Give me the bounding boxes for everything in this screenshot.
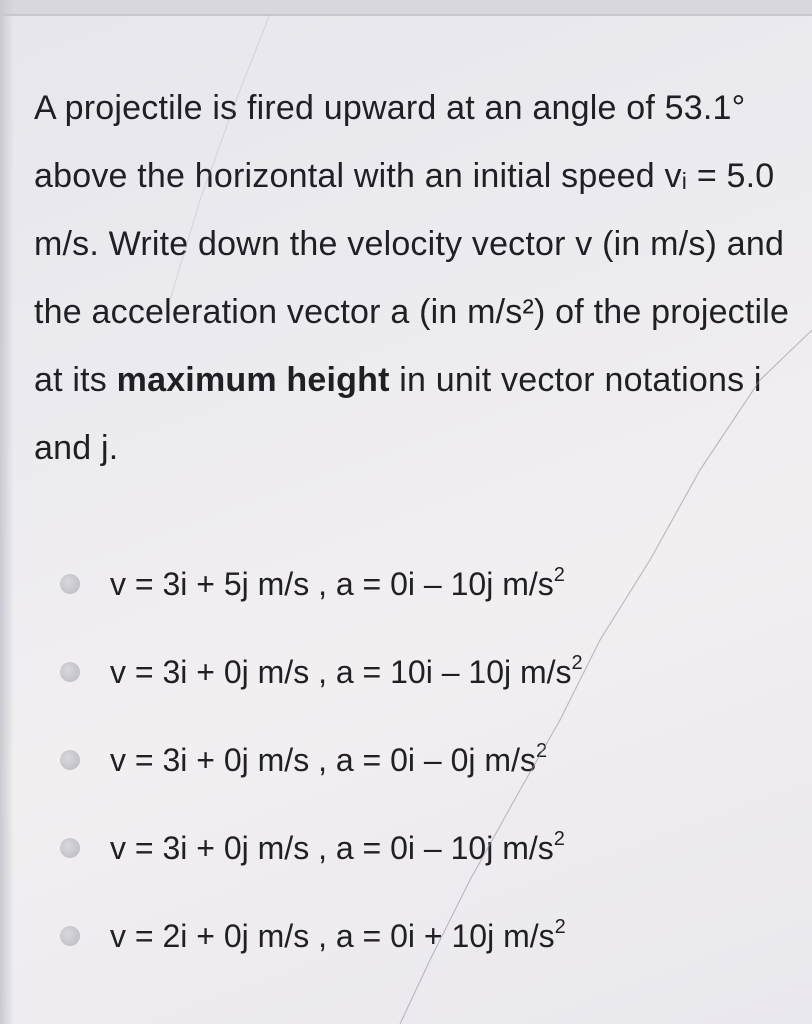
answer-option-label bbox=[110, 739, 548, 779]
answer-exponent: 2 bbox=[535, 739, 548, 762]
answer-option-label bbox=[110, 915, 566, 955]
radio-button[interactable] bbox=[60, 926, 80, 946]
answer-exponent: 2 bbox=[553, 827, 565, 850]
answer-option-text: v = 3i + 0j m/s , a = 10i – 10j m/s bbox=[110, 653, 572, 690]
question-text-start: A projectile is fired upward at an angle of 53.1° above the horizontal with an initial speed vᵢ = 5.0 m/s. Write down the velocity vector v (in m/s) and the acceleration vector a (in m/s²) of the projectile at its bbox=[34, 89, 790, 399]
radio-button[interactable] bbox=[60, 574, 80, 594]
radio-button[interactable] bbox=[60, 838, 80, 858]
answer-option-1[interactable] bbox=[60, 540, 790, 628]
answer-option-label bbox=[110, 827, 565, 867]
answer-option-text: v = 2i + 0j m/s , a = 0i + 10j m/s bbox=[110, 917, 555, 954]
answer-option-text: v = 3i + 0j m/s , a = 0i – 0j m/s bbox=[110, 741, 536, 778]
answer-option-text: v = 3i + 0j m/s , a = 0i – 10j m/s bbox=[110, 829, 554, 866]
answer-option-3[interactable] bbox=[60, 716, 790, 804]
answer-exponent: 2 bbox=[553, 563, 565, 586]
question-text bbox=[34, 74, 794, 482]
top-divider bbox=[0, 14, 812, 16]
answer-option-4[interactable] bbox=[60, 804, 790, 892]
question-bold-phrase: maximum height bbox=[116, 361, 390, 399]
answer-option-label bbox=[110, 563, 565, 603]
answer-option-2[interactable] bbox=[60, 628, 790, 716]
left-edge-shadow bbox=[0, 0, 14, 1024]
answer-option-text: v = 3i + 5j m/s , a = 0i – 10j m/s bbox=[110, 565, 554, 602]
answer-option-5[interactable] bbox=[60, 892, 790, 980]
answer-options bbox=[60, 540, 790, 980]
question-text-end: in unit vector notations i and j. bbox=[34, 361, 762, 467]
answer-option-label bbox=[110, 651, 583, 691]
radio-button[interactable] bbox=[60, 662, 80, 682]
answer-exponent: 2 bbox=[571, 651, 583, 674]
radio-button[interactable] bbox=[60, 750, 80, 770]
answer-exponent: 2 bbox=[554, 915, 566, 938]
top-bar bbox=[0, 0, 812, 14]
